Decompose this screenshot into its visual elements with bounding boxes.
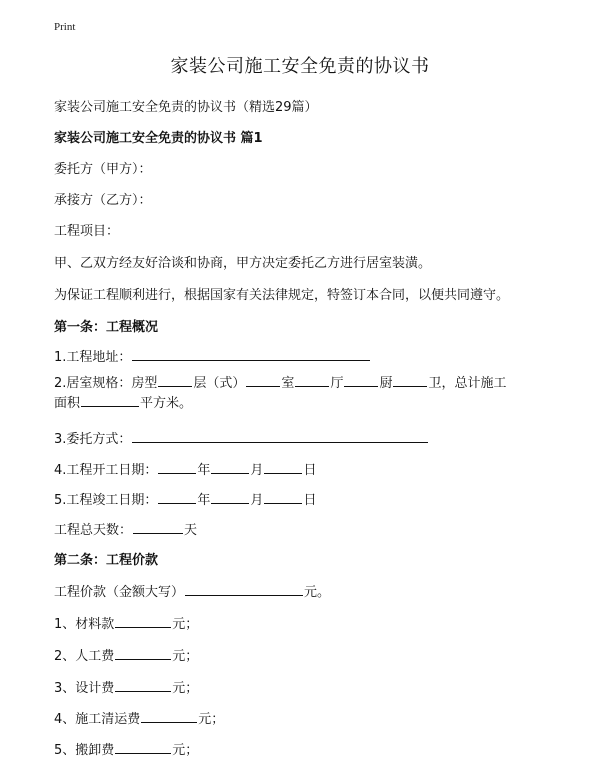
fee-line xyxy=(54,645,198,664)
end-year-label: 年 xyxy=(197,493,211,508)
start-year-label: 年 xyxy=(197,463,211,478)
area-unit: 平方米。 xyxy=(140,396,193,411)
start-date-line xyxy=(54,459,316,478)
start-date-label: 4.工程开工日期： xyxy=(54,463,158,478)
fee-line xyxy=(54,677,198,696)
end-day-label: 日 xyxy=(303,493,317,508)
total-days-label: 工程总天数： xyxy=(54,523,133,538)
address-label: 1.工程地址： xyxy=(54,350,132,365)
end-date-line xyxy=(54,489,316,508)
kitchen-label: 厨 xyxy=(379,376,393,391)
room-blank[interactable] xyxy=(295,374,329,387)
print-link[interactable]: Print xyxy=(54,21,76,33)
price-line xyxy=(54,581,330,600)
commission-method-label: 3.委托方式： xyxy=(54,432,132,447)
start-day-label: 日 xyxy=(303,463,317,478)
fee-blank[interactable] xyxy=(115,615,171,628)
total-days-unit: 天 xyxy=(184,523,198,538)
fee-unit: 元； xyxy=(172,743,199,758)
hall-blank[interactable] xyxy=(344,374,378,387)
section-heading-1: 家装公司施工安全免责的协议书 篇1 xyxy=(54,131,263,146)
room-label: 室 xyxy=(281,376,295,391)
price-label: 工程价款（金额大写） xyxy=(54,585,185,600)
start-day-blank[interactable] xyxy=(264,461,302,474)
room-type-blank[interactable] xyxy=(158,374,192,387)
address-blank[interactable] xyxy=(132,348,370,361)
start-year-blank[interactable] xyxy=(158,461,196,474)
end-day-blank[interactable] xyxy=(264,491,302,504)
end-year-blank[interactable] xyxy=(158,491,196,504)
end-date-label: 5.工程竣工日期： xyxy=(54,493,158,508)
address-line xyxy=(54,346,371,365)
article-2-heading: 第二条：工程价款 xyxy=(54,553,159,568)
total-days-blank[interactable] xyxy=(133,521,183,534)
fee-blank[interactable] xyxy=(141,710,197,723)
price-blank[interactable] xyxy=(185,583,303,596)
party-a-line: 委托方（甲方）： xyxy=(54,162,152,177)
total-days-line xyxy=(54,519,197,538)
intro-paragraph: 甲、乙双方经友好洽谈和协商，甲方决定委托乙方进行居室装潢。 xyxy=(54,256,432,271)
project-line: 工程项目： xyxy=(54,224,120,239)
fee-unit: 元； xyxy=(172,617,199,632)
fee-blank[interactable] xyxy=(115,679,171,692)
fee-label: 5、搬卸费 xyxy=(54,743,115,758)
document-subtitle: 家装公司施工安全免责的协议书（精选29篇） xyxy=(54,100,318,115)
start-month-label: 月 xyxy=(250,463,264,478)
end-month-blank[interactable] xyxy=(211,491,249,504)
area-label: 面积 xyxy=(54,396,81,411)
commission-method-line xyxy=(54,428,429,447)
commission-method-blank[interactable] xyxy=(132,430,428,443)
fee-label: 1、材料款 xyxy=(54,617,115,632)
room-spec-label: 2.居室规格：房型 xyxy=(54,376,158,391)
fee-label: 3、设计费 xyxy=(54,681,115,696)
article-1-heading: 第一条：工程概况 xyxy=(54,320,159,335)
kitchen-blank[interactable] xyxy=(393,374,427,387)
bathroom-label: 卫，总计施工 xyxy=(428,376,507,391)
fee-unit: 元； xyxy=(172,649,199,664)
fee-label: 4、施工清运费 xyxy=(54,712,141,727)
start-month-blank[interactable] xyxy=(211,461,249,474)
price-unit: 元。 xyxy=(304,585,331,600)
fee-unit: 元； xyxy=(172,681,199,696)
fee-line xyxy=(54,613,198,632)
floor-label: 层（式） xyxy=(193,376,246,391)
fee-label: 2、人工费 xyxy=(54,649,115,664)
fee-line xyxy=(54,708,224,727)
end-month-label: 月 xyxy=(250,493,264,508)
floor-blank[interactable] xyxy=(246,374,280,387)
fee-unit: 元； xyxy=(198,712,225,727)
room-spec-paragraph xyxy=(54,374,554,414)
purpose-paragraph: 为保证工程顺利进行，根据国家有关法律规定，特签订本合同，以便共同遵守。 xyxy=(54,288,510,303)
fee-blank[interactable] xyxy=(115,741,171,754)
party-b-line: 承接方（乙方）： xyxy=(54,193,152,208)
fee-blank[interactable] xyxy=(115,647,171,660)
document-title: 家装公司施工安全免责的协议书 xyxy=(170,56,430,77)
fee-line xyxy=(54,739,198,758)
hall-label: 厅 xyxy=(330,376,344,391)
area-blank[interactable] xyxy=(81,394,139,407)
